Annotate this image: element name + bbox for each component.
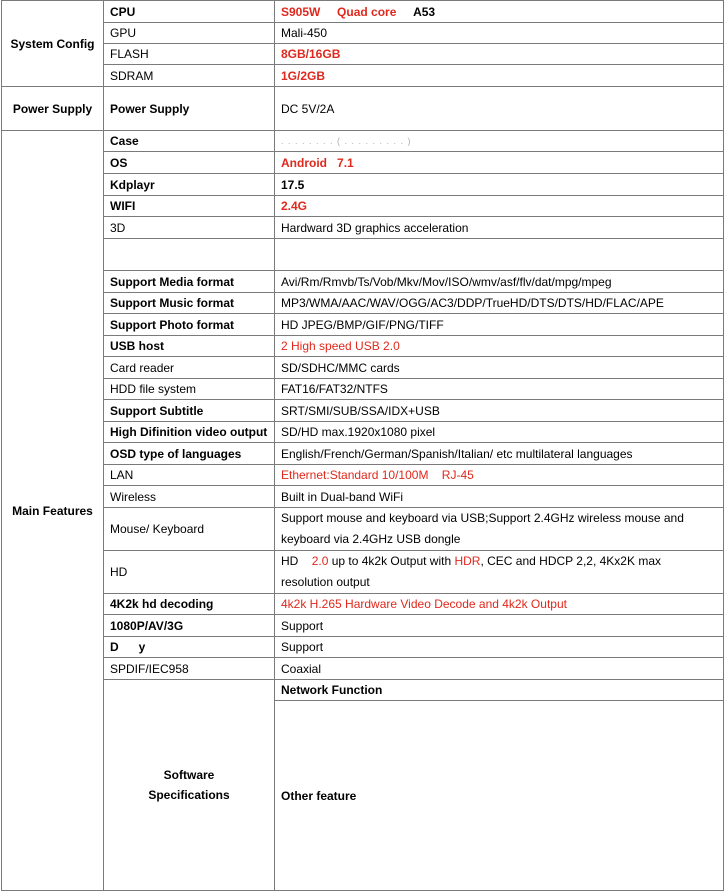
- table-row: [2, 658, 724, 680]
- table-row: [2, 508, 724, 551]
- table-row: [2, 23, 724, 44]
- table-row: [2, 336, 724, 357]
- kdplayr-value: 17.5: [275, 174, 724, 196]
- lan-port: RJ-45: [441, 468, 474, 482]
- feature-label: Network Function: [275, 680, 724, 701]
- feature-label: LAN: [104, 465, 275, 486]
- feature-label: Card reader: [104, 357, 275, 379]
- table-row: [2, 422, 724, 443]
- card-reader-value: SD/SDHC/MMC cards: [275, 357, 724, 379]
- category-power-supply: Power Supply: [2, 87, 104, 131]
- 4k2k-value: 4k2k H.265 Hardware Video Decode and 4k2k Output: [275, 594, 724, 615]
- hd-value: [275, 551, 724, 594]
- os-value: [275, 152, 724, 174]
- lan-standard: Ethernet:Standard 10/100M: [281, 468, 429, 482]
- table-row: [2, 379, 724, 400]
- feature-label: D y: [104, 637, 275, 658]
- 3d-value: Hardward 3D graphics acceleration: [275, 217, 724, 239]
- wifi-value: 2.4G: [275, 196, 724, 217]
- category-software-specifications: [104, 680, 275, 891]
- spdif-value: Coaxial: [275, 658, 724, 680]
- table-row: [2, 65, 724, 87]
- table-row: [2, 443, 724, 465]
- feature-label: HD: [104, 551, 275, 594]
- table-row: [2, 400, 724, 422]
- feature-label: CPU: [104, 1, 275, 23]
- feature-label: Support Subtitle: [104, 400, 275, 422]
- feature-label: Other feature: [275, 701, 724, 891]
- hd-version: 2.0: [311, 554, 329, 568]
- sdram-value: 1G/2GB: [275, 65, 724, 87]
- feature-label: Kdplayr: [104, 174, 275, 196]
- music-format-value: MP3/WMA/AAC/WAV/OGG/AC3/DDP/TrueHD/DTS/DTS/HD/FLAC/APE: [275, 293, 724, 314]
- feature-label: Wireless: [104, 486, 275, 508]
- subtitle-value: SRT/SMI/SUB/SSA/IDX+USB: [275, 400, 724, 422]
- table-row: [2, 271, 724, 293]
- feature-label: Power Supply: [104, 87, 275, 131]
- table-row: [2, 217, 724, 239]
- hdd-value: FAT16/FAT32/NTFS: [275, 379, 724, 400]
- hd-prefix: HD: [281, 554, 299, 568]
- table-row: [2, 1, 724, 23]
- feature-label: Support Media format: [104, 271, 275, 293]
- photo-format-value: HD JPEG/BMP/GIF/PNG/TIFF: [275, 314, 724, 336]
- table-row: [2, 551, 724, 594]
- feature-label: SDRAM: [104, 65, 275, 87]
- feature-label: FLASH: [104, 44, 275, 65]
- category-main-features: Main Features: [2, 131, 104, 891]
- wireless-value: Built in Dual-band WiFi: [275, 486, 724, 508]
- case-value: . . . . . . . . ( . . . . . . . . . ): [275, 131, 724, 152]
- mouse-keyboard-value: Support mouse and keyboard via USB;Support 2.4GHz wireless mouse and keyboard via 2.4GHz USB dongle: [275, 508, 724, 551]
- feature-label: 3D: [104, 217, 275, 239]
- feature-label: Support Photo format: [104, 314, 275, 336]
- table-row: [2, 465, 724, 486]
- feature-label: WIFI: [104, 196, 275, 217]
- hd-hdr: HDR: [454, 554, 481, 568]
- gpu-value: Mali-450: [275, 23, 724, 44]
- table-row: [2, 152, 724, 174]
- media-format-value: Avi/Rm/Rmvb/Ts/Vob/Mkv/Mov/ISO/wmv/asf/flv/dat/mpg/mpeg: [275, 271, 724, 293]
- category-line: Software: [163, 768, 215, 782]
- feature-label: USB host: [104, 336, 275, 357]
- table-row: [2, 594, 724, 615]
- table-row: [2, 680, 724, 701]
- os-name: Android: [281, 155, 327, 170]
- table-row: [2, 615, 724, 637]
- feature-label: Case: [104, 131, 275, 152]
- os-version: 7.1: [337, 155, 354, 170]
- feature-label: HDD file system: [104, 379, 275, 400]
- flash-value: 8GB/16GB: [275, 44, 724, 65]
- feature-label: GPU: [104, 23, 275, 44]
- feature-label: Mouse/ Keyboard: [104, 508, 275, 551]
- hd-details: , CEC and HDCP 2,2, 4Kx2K max resolution output: [281, 554, 661, 589]
- feature-label: Support Music format: [104, 293, 275, 314]
- category-line: Specifications: [148, 788, 230, 802]
- table-row: [2, 239, 724, 271]
- table-row: [2, 637, 724, 658]
- cpu-value: [275, 1, 724, 23]
- table-row: [2, 314, 724, 336]
- power-value: DC 5V/2A: [275, 87, 724, 131]
- 1080p-value: Support: [275, 615, 724, 637]
- table-row: [2, 174, 724, 196]
- category-system-config: System Config: [2, 1, 104, 87]
- lan-value: [275, 465, 724, 486]
- cpu-model: S905W: [281, 4, 321, 19]
- table-row: [2, 131, 724, 152]
- table-row: [2, 44, 724, 65]
- hd-output: up to 4k2k Output with: [331, 554, 452, 568]
- feature-label: High Difinition video output: [104, 422, 275, 443]
- feature-label: 1080P/AV/3G: [104, 615, 275, 637]
- table-row: [2, 357, 724, 379]
- empty-cell: [275, 239, 724, 271]
- hd-video-value: SD/HD max.1920x1080 pixel: [275, 422, 724, 443]
- empty-cell: [104, 239, 275, 271]
- spec-table: [1, 0, 724, 891]
- table-row: [2, 87, 724, 131]
- feature-label: OSD type of languages: [104, 443, 275, 465]
- table-row: [2, 486, 724, 508]
- osd-value: English/French/German/Spanish/Italian/ etc multilateral languages: [275, 443, 724, 465]
- feature-label: SPDIF/IEC958: [104, 658, 275, 680]
- feature-label: OS: [104, 152, 275, 174]
- cpu-cores: Quad core: [337, 4, 397, 19]
- table-row: [2, 196, 724, 217]
- dy-value: Support: [275, 637, 724, 658]
- cpu-arch: A53: [413, 4, 436, 19]
- table-row: [2, 293, 724, 314]
- feature-label: 4K2k hd decoding: [104, 594, 275, 615]
- usb-value: 2 High speed USB 2.0: [275, 336, 724, 357]
